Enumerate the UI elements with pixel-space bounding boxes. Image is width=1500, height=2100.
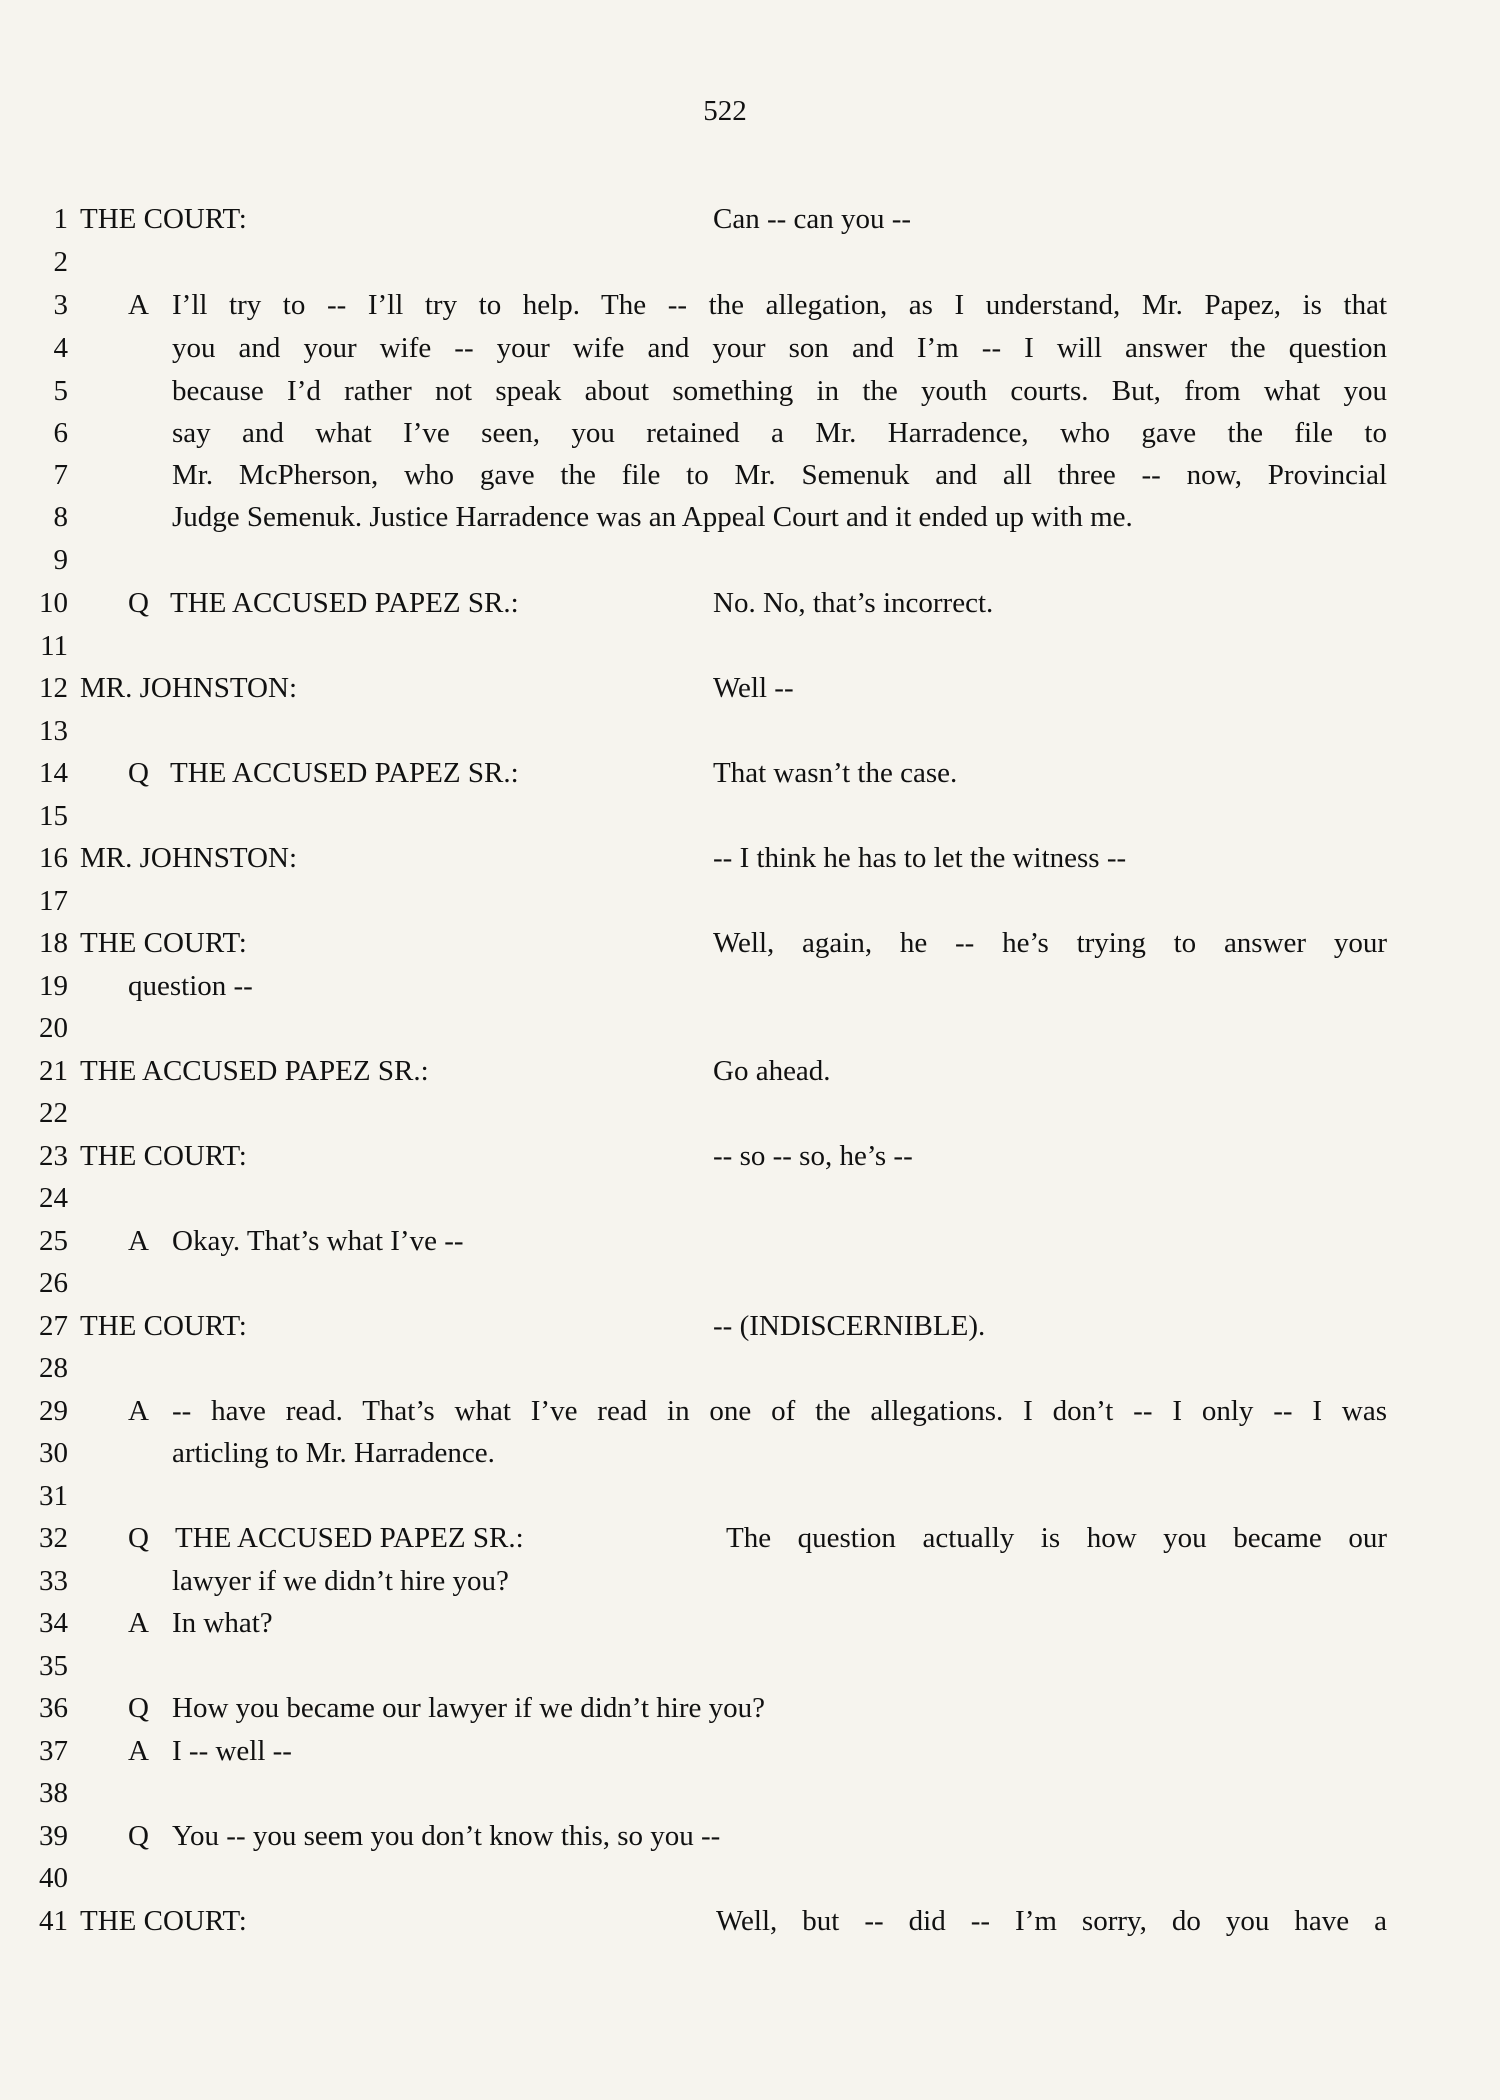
transcript-line xyxy=(0,371,1450,411)
line-number: 33 xyxy=(39,1565,68,1597)
transcript-line xyxy=(0,1688,1450,1728)
line-number: 38 xyxy=(39,1777,68,1809)
line-number: 25 xyxy=(39,1225,68,1257)
speaker-label: THE COURT: xyxy=(80,1140,247,1172)
speaker-label: MR. JOHNSTON: xyxy=(80,672,298,704)
line-number: 40 xyxy=(39,1862,68,1894)
speech-text: -- have read. That’s what I’ve read in one of the allegations. I don’t -- I only -- I was xyxy=(172,1395,1387,1427)
line-number: 19 xyxy=(39,970,68,1002)
line-number: 27 xyxy=(39,1310,68,1342)
speaker-label: THE ACCUSED PAPEZ SR.: xyxy=(175,1522,524,1554)
transcript-line xyxy=(0,668,1450,708)
speaker-label: THE ACCUSED PAPEZ SR.: xyxy=(170,757,519,789)
speaker-label: THE COURT: xyxy=(80,1310,247,1342)
transcript-line xyxy=(0,1221,1450,1261)
line-number: 13 xyxy=(39,715,68,747)
speech-text: -- I think he has to let the witness -- xyxy=(713,842,1127,874)
transcript-line xyxy=(0,1178,1450,1218)
speech-text: Well -- xyxy=(713,672,794,704)
transcript-line xyxy=(0,1008,1450,1048)
qa-marker: A xyxy=(128,1735,149,1767)
transcript-line xyxy=(0,413,1450,453)
transcript-line xyxy=(0,711,1450,751)
line-number: 7 xyxy=(53,459,68,491)
transcript-line xyxy=(0,1391,1450,1431)
transcript-line xyxy=(0,1476,1450,1516)
qa-marker: Q xyxy=(128,757,149,789)
line-number: 3 xyxy=(53,289,68,321)
line-number: 35 xyxy=(39,1650,68,1682)
transcript-line xyxy=(0,1263,1450,1303)
qa-marker: Q xyxy=(128,1522,149,1554)
transcript-line xyxy=(0,1093,1450,1133)
qa-marker: Q xyxy=(128,587,149,619)
line-number: 14 xyxy=(39,757,68,789)
transcript-line xyxy=(0,1051,1450,1091)
transcript-line xyxy=(0,1348,1450,1388)
line-number: 11 xyxy=(40,630,68,662)
line-number: 2 xyxy=(53,246,68,278)
speech-text: Okay. That’s what I’ve -- xyxy=(172,1225,464,1257)
line-number: 24 xyxy=(39,1182,68,1214)
speech-text: In what? xyxy=(172,1607,273,1639)
line-number: 22 xyxy=(39,1097,68,1129)
speech-text: articling to Mr. Harradence. xyxy=(172,1437,495,1469)
transcript-line xyxy=(0,838,1450,878)
line-number: 10 xyxy=(39,587,68,619)
speaker-label: THE ACCUSED PAPEZ SR.: xyxy=(170,587,519,619)
transcript-line xyxy=(0,923,1450,963)
speech-text: question -- xyxy=(128,970,253,1002)
transcript-line xyxy=(0,626,1450,666)
speech-text: say and what I’ve seen, you retained a Mr. Harradence, who gave the file to xyxy=(172,417,1387,449)
line-number: 41 xyxy=(39,1905,68,1937)
transcript-line xyxy=(0,242,1450,282)
line-number: 30 xyxy=(39,1437,68,1469)
speech-text: You -- you seem you don’t know this, so you -- xyxy=(172,1820,721,1852)
transcript-line xyxy=(0,540,1450,580)
transcript-line xyxy=(0,1816,1450,1856)
speech-text: because I’d rather not speak about something in the youth courts. But, from what you xyxy=(172,375,1387,407)
transcript-line xyxy=(0,497,1450,537)
line-number: 17 xyxy=(39,885,68,917)
line-number: 23 xyxy=(39,1140,68,1172)
transcript-line xyxy=(0,1646,1450,1686)
line-number: 15 xyxy=(39,800,68,832)
speech-text: -- (INDISCERNIBLE). xyxy=(713,1310,986,1342)
speaker-label: THE ACCUSED PAPEZ SR.: xyxy=(80,1055,429,1087)
qa-marker: Q xyxy=(128,1820,149,1852)
speech-text: No. No, that’s incorrect. xyxy=(713,587,994,619)
qa-marker: Q xyxy=(128,1692,149,1724)
transcript-line xyxy=(0,1518,1450,1558)
line-number: 18 xyxy=(39,927,68,959)
transcript-line xyxy=(0,881,1450,921)
speech-text: you and your wife -- your wife and your son and I’m -- I will answer the question xyxy=(172,332,1387,364)
speech-text: The question actually is how you became our xyxy=(726,1522,1387,1554)
line-number: 9 xyxy=(53,544,68,576)
speech-text: Mr. McPherson, who gave the file to Mr. Semenuk and all three -- now, Provincial xyxy=(172,459,1387,491)
speech-text: Well, but -- did -- I’m sorry, do you have a xyxy=(716,1905,1387,1937)
qa-marker: A xyxy=(128,1395,149,1427)
transcript-line xyxy=(0,1433,1450,1473)
line-number: 6 xyxy=(53,417,68,449)
line-number: 8 xyxy=(53,501,68,533)
line-number: 5 xyxy=(53,375,68,407)
transcript-line xyxy=(0,1306,1450,1346)
transcript-line xyxy=(0,583,1450,623)
transcript-line xyxy=(0,285,1450,325)
line-number: 32 xyxy=(39,1522,68,1554)
transcript-line xyxy=(0,328,1450,368)
qa-marker: A xyxy=(128,289,149,321)
line-number: 29 xyxy=(39,1395,68,1427)
transcript-line xyxy=(0,199,1450,239)
line-number: 20 xyxy=(39,1012,68,1044)
speech-text: Can -- can you -- xyxy=(713,203,912,235)
speech-text: I’ll try to -- I’ll try to help. The -- the allegation, as I understand, Mr. Papez, is that xyxy=(172,289,1387,321)
transcript-line xyxy=(0,966,1450,1006)
speaker-label: MR. JOHNSTON: xyxy=(80,842,298,874)
line-number: 1 xyxy=(53,203,68,235)
speech-text: That wasn’t the case. xyxy=(713,757,958,789)
speech-text: How you became our lawyer if we didn’t hire you? xyxy=(172,1692,765,1724)
line-number: 16 xyxy=(39,842,68,874)
transcript-line xyxy=(0,1858,1450,1898)
speech-text: lawyer if we didn’t hire you? xyxy=(172,1565,509,1597)
speech-text: -- so -- so, he’s -- xyxy=(713,1140,913,1172)
speaker-label: THE COURT: xyxy=(80,203,247,235)
line-number: 26 xyxy=(39,1267,68,1299)
speaker-label: THE COURT: xyxy=(80,1905,247,1937)
speech-text: Well, again, he -- he’s trying to answer your xyxy=(713,927,1387,959)
speech-text: Go ahead. xyxy=(713,1055,831,1087)
transcript-line xyxy=(0,1561,1450,1601)
transcript-line xyxy=(0,796,1450,836)
line-number: 21 xyxy=(39,1055,68,1087)
line-number: 12 xyxy=(39,672,68,704)
transcript-line xyxy=(0,1731,1450,1771)
line-number: 34 xyxy=(39,1607,68,1639)
speech-text: I -- well -- xyxy=(172,1735,292,1767)
speech-text: Judge Semenuk. Justice Harradence was an Appeal Court and it ended up with me. xyxy=(172,501,1133,533)
qa-marker: A xyxy=(128,1607,149,1639)
speaker-label: THE COURT: xyxy=(80,927,247,959)
qa-marker: A xyxy=(128,1225,149,1257)
line-number: 31 xyxy=(39,1480,68,1512)
transcript-line xyxy=(0,455,1450,495)
line-number: 36 xyxy=(39,1692,68,1724)
line-number: 37 xyxy=(39,1735,68,1767)
line-number: 4 xyxy=(53,332,68,364)
page-number: 522 xyxy=(703,95,747,127)
transcript-line xyxy=(0,1773,1450,1813)
line-number: 28 xyxy=(39,1352,68,1384)
transcript-line xyxy=(0,1136,1450,1176)
transcript-line xyxy=(0,753,1450,793)
transcript-line xyxy=(0,1603,1450,1643)
line-number: 39 xyxy=(39,1820,68,1852)
transcript-line xyxy=(0,1901,1450,1941)
